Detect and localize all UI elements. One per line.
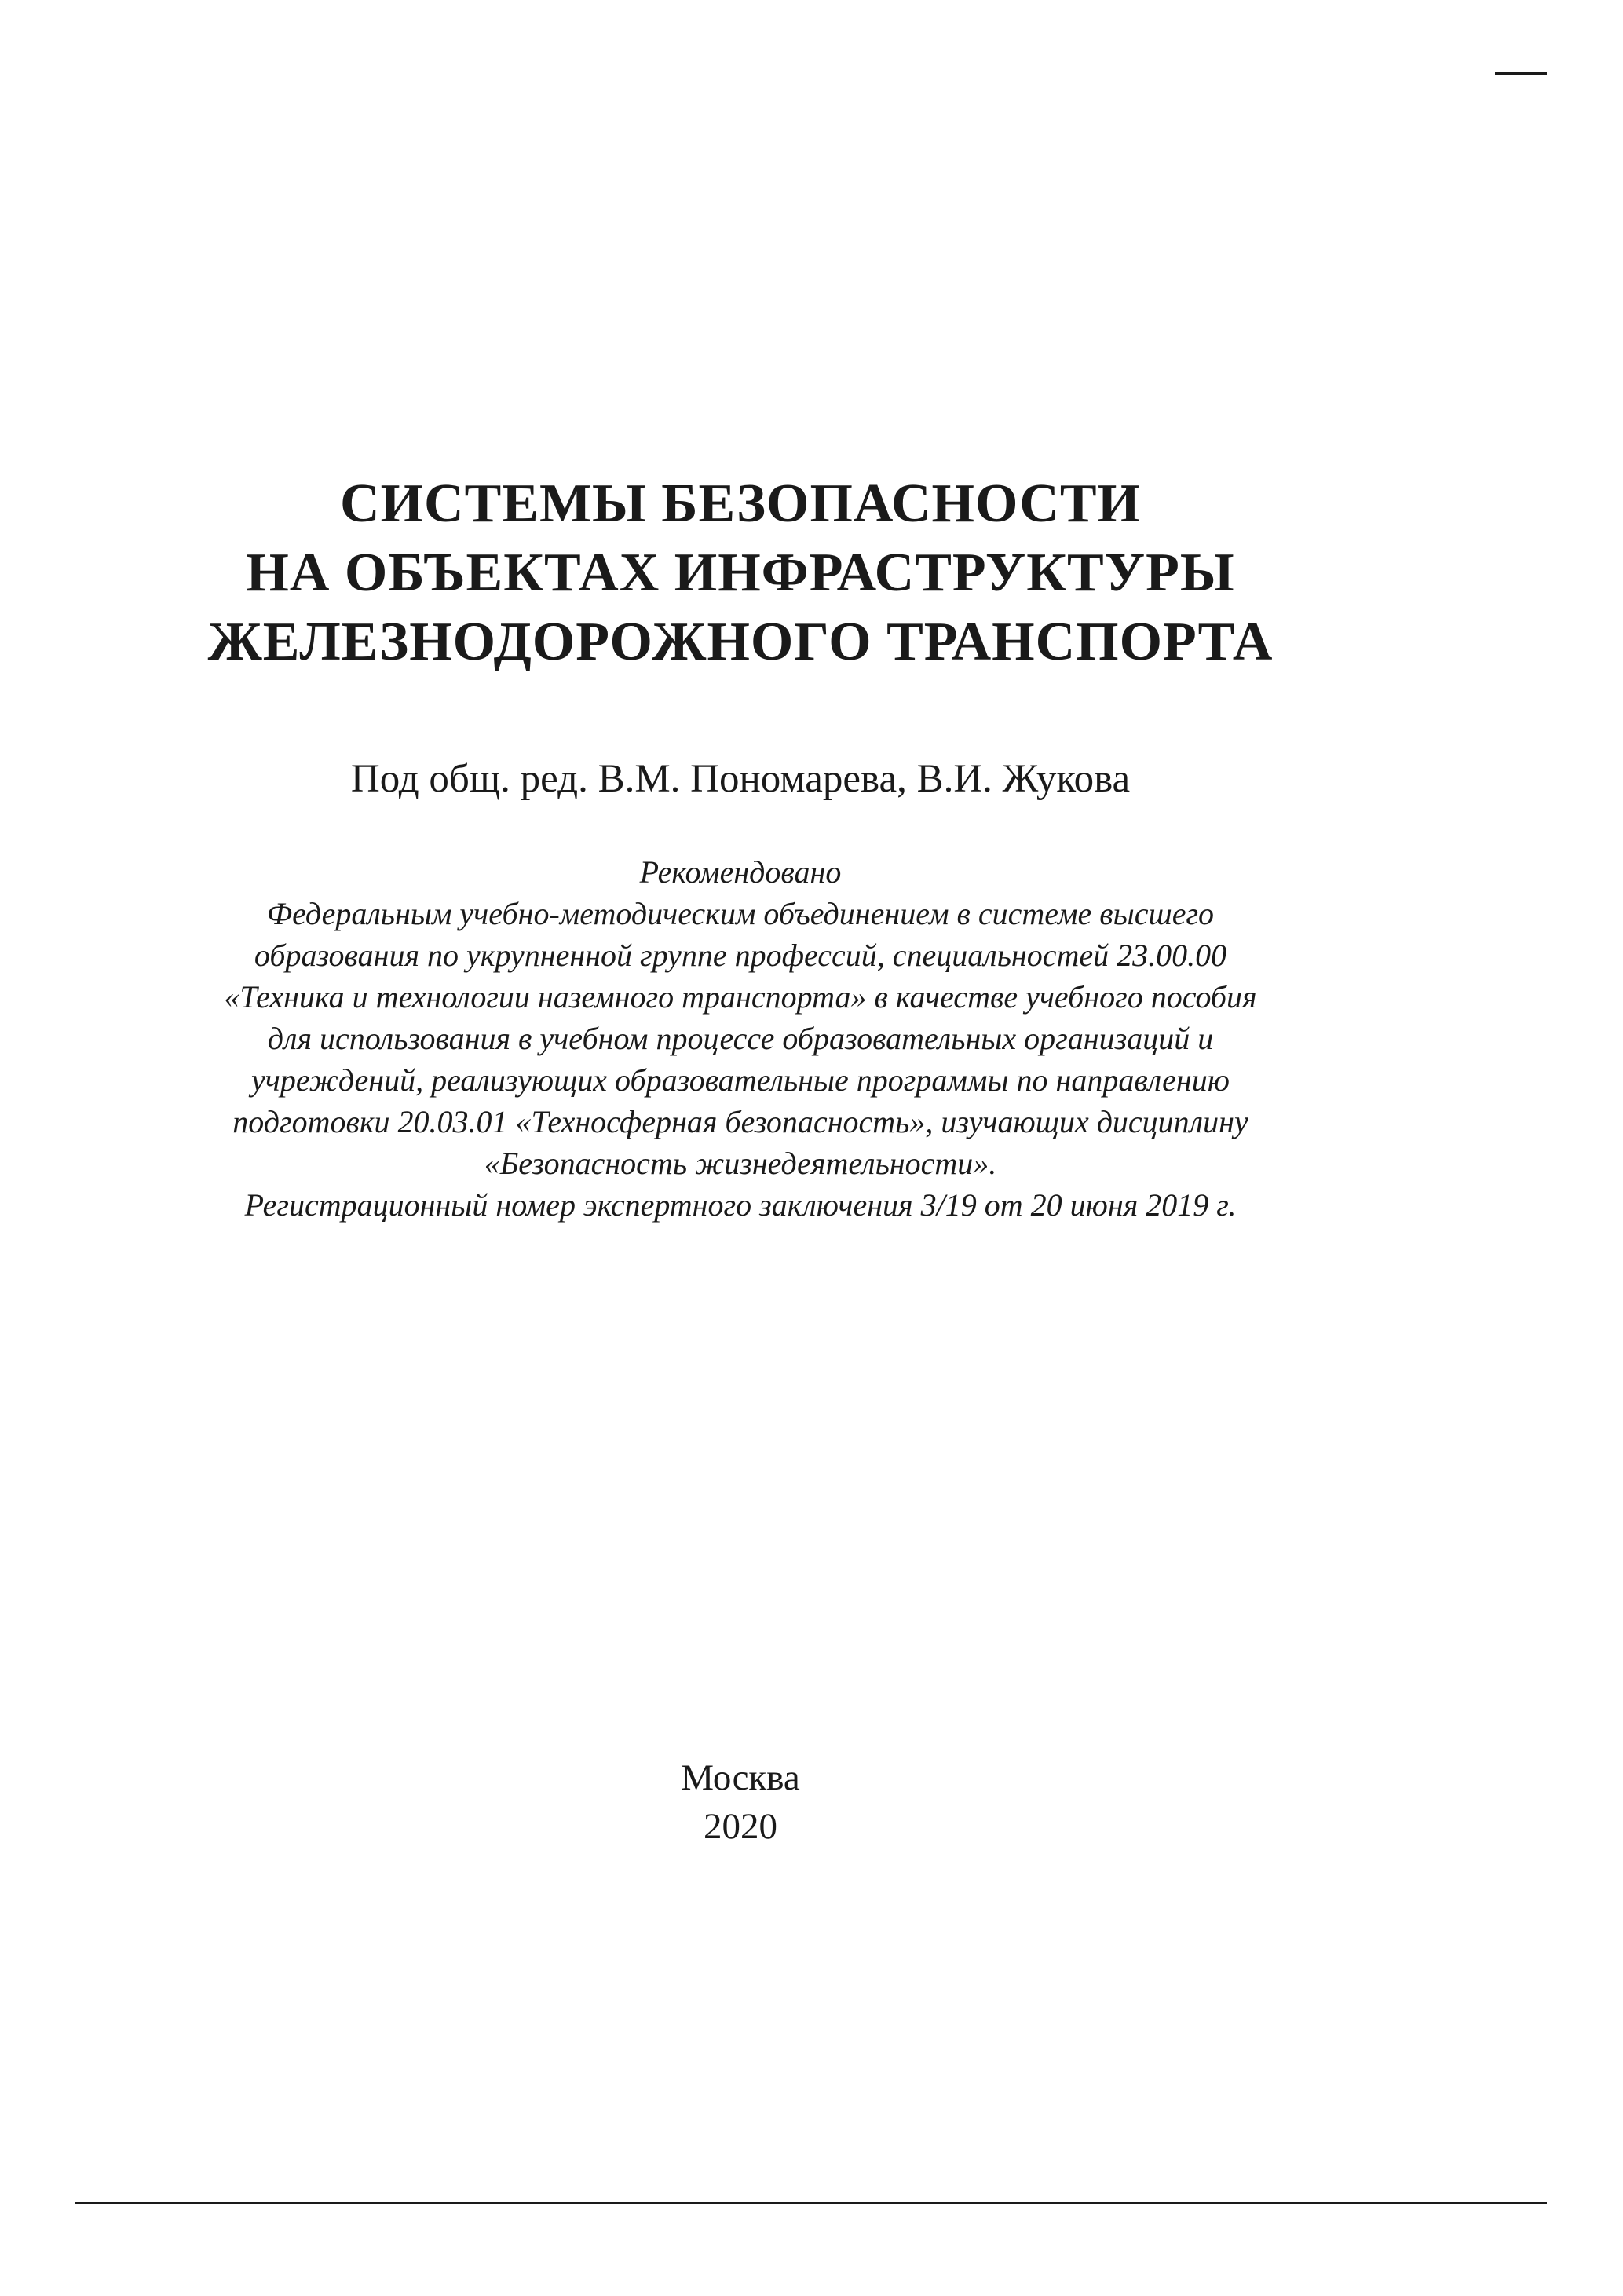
recommendation-line: Федеральным учебно-методическим объединением в системе высшего [266, 896, 1215, 931]
imprint [0, 1753, 1481, 1851]
bottom-rule [75, 2202, 1547, 2204]
top-rule [1495, 72, 1547, 75]
title-line: НА ОБЪЕКТАХ ИНФРАСТРУКТУРЫ [246, 543, 1235, 603]
title-line: ЖЕЛЕЗНОДОРОЖНОГО ТРАНСПОРТА [207, 612, 1274, 672]
recommendation-line: образования по укрупненной группе профессий, специальностей 23.00.00 [254, 938, 1227, 973]
imprint-city: Москва [681, 1757, 800, 1798]
recommendation-line: учреждений, реализующих образовательные программы по направлению [251, 1062, 1230, 1098]
imprint-year: 2020 [704, 1806, 777, 1847]
book-title [0, 470, 1481, 677]
recommendation-heading: Рекомендовано [639, 854, 842, 890]
recommendation-line: «Безопасность жизнедеятельности». [484, 1146, 997, 1181]
recommendation-line: подготовки 20.03.01 «Техносферная безопасность», изучающих дисциплину [232, 1104, 1248, 1139]
recommendation-line: для использования в учебном процессе образовательных организаций и [267, 1021, 1214, 1056]
recommendation-block [0, 851, 1481, 1226]
editors-line: Под общ. ред. В.М. Пономарева, В.И. Жукова [350, 757, 1131, 801]
recommendation-line: «Техника и технологии наземного транспорта» в качестве учебного пособия [224, 979, 1257, 1015]
title-line: СИСТЕМЫ БЕЗОПАСНОСТИ [340, 473, 1141, 534]
registration-line: Регистрационный номер экспертного заключения 3/19 от 20 июня 2019 г. [244, 1187, 1237, 1223]
